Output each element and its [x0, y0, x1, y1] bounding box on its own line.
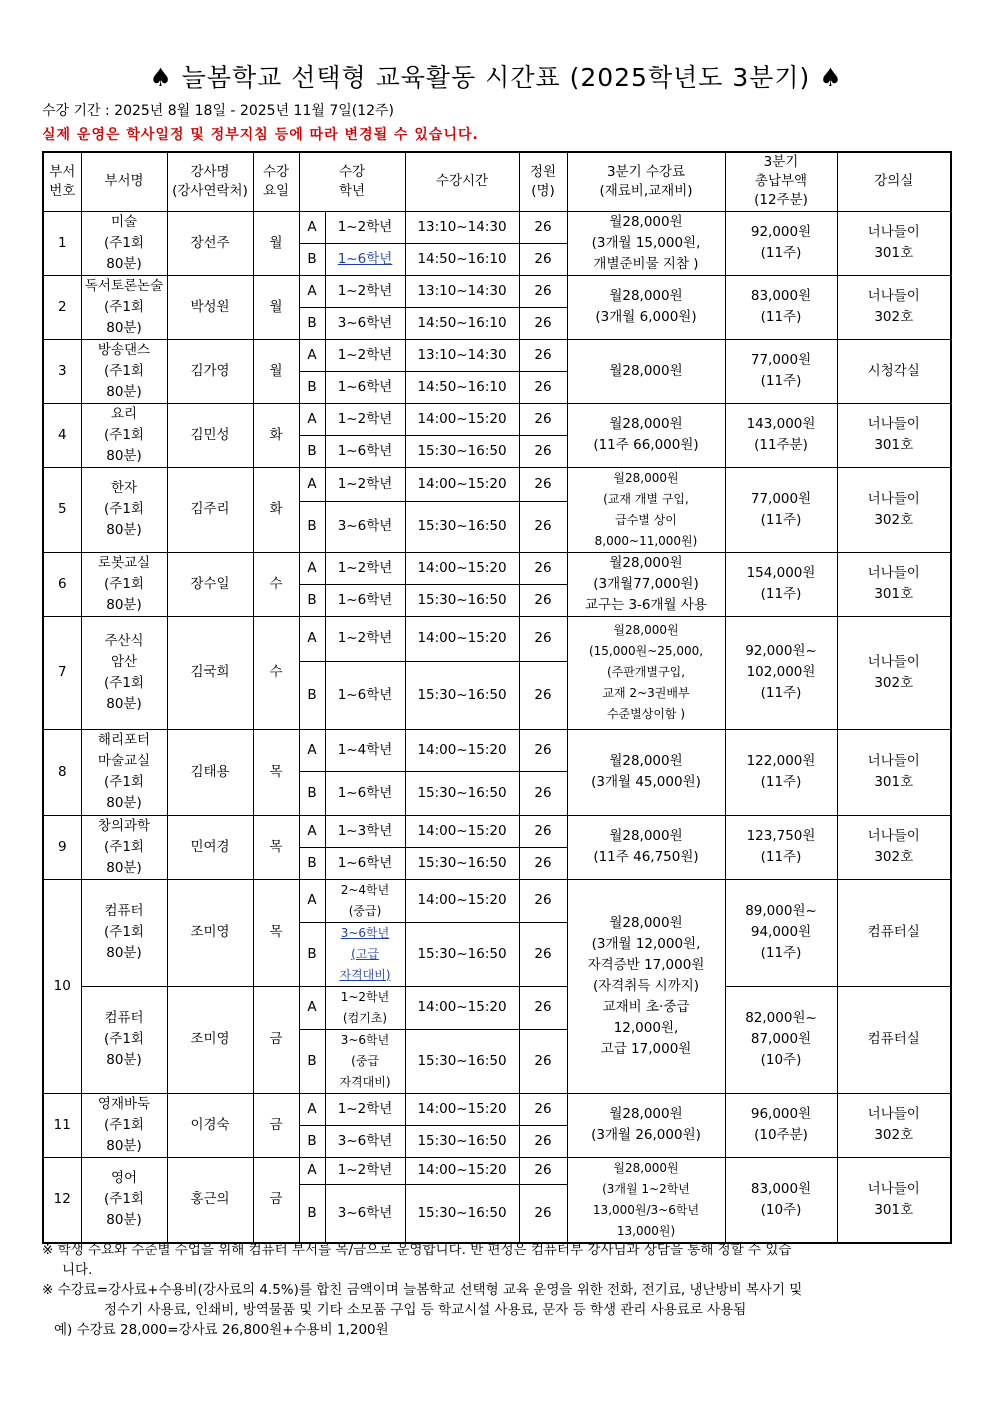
- class-label: B: [299, 371, 325, 403]
- table-row: [43, 552, 951, 584]
- dept-name: 해리포터 마술교실 (주1회 80분): [81, 729, 167, 815]
- class-label: B: [299, 847, 325, 879]
- class-capacity: 26: [519, 467, 567, 501]
- note-fee: ※ 수강료=강사료+수용비(강사료의 4.5%)를 합친 금액이며 늘봄학교 선택형 교육 운영을 위한 전화, 전기료, 냉난방비 복사기 및: [42, 1282, 803, 1298]
- class-grade: 1~6학년: [325, 661, 405, 729]
- fee-info: 월28,000원 (3개월 12,000원, 자격증반 17,000원 (자격취득 시까지) 교재비 초·중급 12,000원, 고급 17,000원: [567, 879, 725, 1093]
- class-grade: 1~2학년: [325, 339, 405, 371]
- dept-name: 독서토론논술 (주1회 80분): [81, 275, 167, 339]
- teacher-name: 김주리: [167, 467, 253, 552]
- schedule-table: [42, 151, 952, 1244]
- dept-name: 한자 (주1회 80분): [81, 467, 167, 552]
- teacher-name: 장선주: [167, 211, 253, 275]
- classroom: 너나들이 301호: [837, 1157, 951, 1243]
- classroom: 너나들이 302호: [837, 616, 951, 729]
- classroom: 시청각실: [837, 339, 951, 403]
- class-capacity: 26: [519, 1125, 567, 1157]
- total-fee: 92,000원 (11주): [725, 211, 837, 275]
- class-capacity: 26: [519, 371, 567, 403]
- class-capacity: 26: [519, 552, 567, 584]
- dept-no: 8: [43, 729, 81, 815]
- class-grade: 3~6학년: [325, 307, 405, 339]
- class-label: B: [299, 584, 325, 616]
- class-time: 14:50~16:10: [405, 307, 519, 339]
- fee-info: 월28,000원 (3개월 1~2학년 13,000원/3~6학년 13,000원): [567, 1157, 725, 1243]
- dept-name: 로봇교실 (주1회 80분): [81, 552, 167, 616]
- total-fee: 92,000원~ 102,000원 (11주): [725, 616, 837, 729]
- class-day: 목: [253, 815, 299, 879]
- class-time: 14:00~15:20: [405, 729, 519, 771]
- total-fee: 77,000원 (11주): [725, 467, 837, 552]
- class-grade: 1~4학년: [325, 729, 405, 771]
- header-dept: 부서명: [81, 152, 167, 211]
- fee-info: 월28,000원 (15,000원~25,000, (주판개별구입, 교재 2~3권배부 수준별상이함 ): [567, 616, 725, 729]
- class-grade: 1~6학년: [325, 243, 405, 275]
- class-capacity: 26: [519, 616, 567, 661]
- class-time: 15:30~16:50: [405, 1029, 519, 1093]
- class-time: 14:00~15:20: [405, 403, 519, 435]
- class-label: A: [299, 616, 325, 661]
- table-row: [43, 467, 951, 501]
- class-label: A: [299, 339, 325, 371]
- class-grade: 1~2학년: [325, 1157, 405, 1185]
- class-time: 15:30~16:50: [405, 771, 519, 815]
- classroom: 너나들이 301호: [837, 552, 951, 616]
- class-day: 목: [253, 879, 299, 986]
- class-label: A: [299, 879, 325, 922]
- class-capacity: 26: [519, 847, 567, 879]
- header-time: 수강시간: [405, 152, 519, 211]
- class-capacity: 26: [519, 729, 567, 771]
- class-time: 14:50~16:10: [405, 243, 519, 275]
- class-label: B: [299, 771, 325, 815]
- class-capacity: 26: [519, 815, 567, 847]
- class-day: 월: [253, 275, 299, 339]
- class-grade: 3~6학년 (중급 자격대비): [325, 1029, 405, 1093]
- class-capacity: 26: [519, 1093, 567, 1125]
- fee-info: 월28,000원 (3개월 45,000원): [567, 729, 725, 815]
- class-label: B: [299, 1185, 325, 1243]
- fee-info: 월28,000원: [567, 339, 725, 403]
- class-grade: 1~6학년: [325, 771, 405, 815]
- course-period: 수강 기간 : 2025년 8월 18일 - 2025년 11월 7일(12주): [42, 103, 395, 119]
- class-time: 14:00~15:20: [405, 986, 519, 1029]
- teacher-name: 민여경: [167, 815, 253, 879]
- class-capacity: 26: [519, 211, 567, 243]
- table-row: [43, 1157, 951, 1185]
- classroom: 너나들이 301호: [837, 403, 951, 467]
- class-capacity: 26: [519, 403, 567, 435]
- class-capacity: 26: [519, 1185, 567, 1243]
- dept-no: 6: [43, 552, 81, 616]
- note-fee-cont: 정수기 사용료, 인쇄비, 방역물품 및 기타 소모품 구입 등 학교시설 사용료, 문자 등 학생 관리 사용료로 사용됨: [104, 1302, 747, 1318]
- teacher-name: 조미영: [167, 986, 253, 1093]
- class-label: A: [299, 729, 325, 771]
- class-time: 15:30~16:50: [405, 1125, 519, 1157]
- class-grade: 2~4학년 (중급): [325, 879, 405, 922]
- class-grade: 1~6학년: [325, 584, 405, 616]
- teacher-name: 박성원: [167, 275, 253, 339]
- class-time: 15:30~16:50: [405, 501, 519, 552]
- class-capacity: 26: [519, 922, 567, 986]
- page-title: ♠ 늘봄학교 선택형 교육활동 시간표 (2025학년도 3분기) ♠: [149, 63, 843, 92]
- footnotes: [42, 1240, 954, 1340]
- class-time: 14:00~15:20: [405, 879, 519, 922]
- class-grade: 1~2학년 (컴기초): [325, 986, 405, 1029]
- class-label: A: [299, 211, 325, 243]
- table-row: [43, 986, 951, 1029]
- header-fee: 3분기 수강료 (재료비,교재비): [567, 152, 725, 211]
- class-capacity: 26: [519, 339, 567, 371]
- class-capacity: 26: [519, 661, 567, 729]
- teacher-name: 김태용: [167, 729, 253, 815]
- total-fee: 83,000원 (10주): [725, 1157, 837, 1243]
- class-time: 14:00~15:20: [405, 815, 519, 847]
- fee-info: 월28,000원 (3개월77,000원) 교구는 3-6개월 사용: [567, 552, 725, 616]
- table-row: [43, 403, 951, 435]
- dept-no: 3: [43, 339, 81, 403]
- class-label: B: [299, 435, 325, 467]
- classroom: 너나들이 301호: [837, 729, 951, 815]
- class-grade: 1~2학년: [325, 1093, 405, 1125]
- total-fee: 89,000원~ 94,000원 (11주): [725, 879, 837, 986]
- class-label: B: [299, 1125, 325, 1157]
- total-fee: 77,000원 (11주): [725, 339, 837, 403]
- classroom: 너나들이 302호: [837, 815, 951, 879]
- class-day: 목: [253, 729, 299, 815]
- change-notice: 실제 운영은 학사일정 및 정부지침 등에 따라 변경될 수 있습니다.: [42, 127, 479, 143]
- class-time: 14:00~15:20: [405, 467, 519, 501]
- header-day: 수강 요일: [253, 152, 299, 211]
- class-capacity: 26: [519, 584, 567, 616]
- teacher-name: 홍근의: [167, 1157, 253, 1243]
- header-capacity: 정원 (명): [519, 152, 567, 211]
- dept-name: 영어 (주1회 80분): [81, 1157, 167, 1243]
- classroom: 컴퓨터실: [837, 986, 951, 1093]
- class-grade: 3~6학년: [325, 1185, 405, 1243]
- class-grade: 3~6학년: [325, 1125, 405, 1157]
- class-grade: 1~2학년: [325, 211, 405, 243]
- dept-no: 2: [43, 275, 81, 339]
- teacher-name: 이경숙: [167, 1093, 253, 1157]
- class-time: 13:10~14:30: [405, 275, 519, 307]
- class-capacity: 26: [519, 986, 567, 1029]
- class-capacity: 26: [519, 243, 567, 275]
- class-time: 15:30~16:50: [405, 922, 519, 986]
- class-label: A: [299, 552, 325, 584]
- class-time: 15:30~16:50: [405, 847, 519, 879]
- dept-no: 9: [43, 815, 81, 879]
- table-row: [43, 211, 951, 243]
- class-grade: 1~3학년: [325, 815, 405, 847]
- class-day: 월: [253, 339, 299, 403]
- class-label: A: [299, 1157, 325, 1185]
- total-fee: 96,000원 (10주분): [725, 1093, 837, 1157]
- note-computer-cont: 니다.: [62, 1262, 93, 1278]
- header-no: 부서 번호: [43, 152, 81, 211]
- note-example: 예) 수강료 28,000=강사료 26,800원+수용비 1,200원: [54, 1322, 389, 1338]
- class-label: B: [299, 661, 325, 729]
- total-fee: 122,000원 (11주): [725, 729, 837, 815]
- note-computer: ※ 학생 수요와 수준별 수업을 위해 컴퓨터 부서를 목/금으로 운영합니다. 반 편성은 컴퓨터부 강사님과 상담을 통해 정할 수 있습: [42, 1242, 792, 1258]
- class-capacity: 26: [519, 1157, 567, 1185]
- classroom: 너나들이 302호: [837, 275, 951, 339]
- class-capacity: 26: [519, 1029, 567, 1093]
- class-time: 14:00~15:20: [405, 552, 519, 584]
- teacher-name: 장수일: [167, 552, 253, 616]
- class-capacity: 26: [519, 275, 567, 307]
- class-day: 수: [253, 552, 299, 616]
- class-day: 화: [253, 467, 299, 552]
- header-room: 강의실: [837, 152, 951, 211]
- class-day: 월: [253, 211, 299, 275]
- class-label: A: [299, 275, 325, 307]
- teacher-name: 김국희: [167, 616, 253, 729]
- dept-no: 10: [43, 879, 81, 1093]
- classroom: 너나들이 302호: [837, 1093, 951, 1157]
- table-row: [43, 879, 951, 922]
- teacher-name: 김민성: [167, 403, 253, 467]
- class-capacity: 26: [519, 879, 567, 922]
- class-label: B: [299, 1029, 325, 1093]
- class-time: 14:00~15:20: [405, 616, 519, 661]
- class-time: 13:10~14:30: [405, 211, 519, 243]
- class-grade: 1~6학년: [325, 371, 405, 403]
- dept-no: 4: [43, 403, 81, 467]
- class-grade: 1~6학년: [325, 435, 405, 467]
- fee-info: 월28,000원 (11주 66,000원): [567, 403, 725, 467]
- total-fee: 154,000원 (11주): [725, 552, 837, 616]
- class-time: 15:30~16:50: [405, 661, 519, 729]
- class-capacity: 26: [519, 435, 567, 467]
- dept-name: 영재바둑 (주1회 80분): [81, 1093, 167, 1157]
- class-label: B: [299, 307, 325, 339]
- fee-info: 월28,000원 (교재 개별 구입, 급수별 상이 8,000~11,000원): [567, 467, 725, 552]
- table-row: [43, 339, 951, 371]
- table-row: [43, 729, 951, 771]
- class-day: 금: [253, 986, 299, 1093]
- dept-name: 창의과학 (주1회 80분): [81, 815, 167, 879]
- dept-name: 컴퓨터 (주1회 80분): [81, 986, 167, 1093]
- class-grade: 1~2학년: [325, 275, 405, 307]
- total-fee: 83,000원 (11주): [725, 275, 837, 339]
- teacher-name: 조미영: [167, 879, 253, 986]
- classroom: 컴퓨터실: [837, 879, 951, 986]
- class-label: A: [299, 1093, 325, 1125]
- class-time: 13:10~14:30: [405, 339, 519, 371]
- dept-name: 컴퓨터 (주1회 80분): [81, 879, 167, 986]
- table-row: [43, 1093, 951, 1125]
- class-grade: 3~6학년 (고급 자격대비): [325, 922, 405, 986]
- header-row: [43, 152, 951, 211]
- class-time: 14:00~15:20: [405, 1093, 519, 1125]
- dept-no: 1: [43, 211, 81, 275]
- class-label: B: [299, 243, 325, 275]
- header-teacher: 강사명 (강사연락처): [167, 152, 253, 211]
- teacher-name: 김가영: [167, 339, 253, 403]
- class-day: 금: [253, 1093, 299, 1157]
- class-day: 화: [253, 403, 299, 467]
- classroom: 너나들이 302호: [837, 467, 951, 552]
- class-time: 14:50~16:10: [405, 371, 519, 403]
- fee-info: 월28,000원 (3개월 6,000원): [567, 275, 725, 339]
- header-grade: 수강 학년: [299, 152, 405, 211]
- class-label: B: [299, 922, 325, 986]
- class-label: A: [299, 403, 325, 435]
- class-label: A: [299, 467, 325, 501]
- fee-info: 월28,000원 (3개월 26,000원): [567, 1093, 725, 1157]
- fee-info: 월28,000원 (11주 46,750원): [567, 815, 725, 879]
- class-time: 15:30~16:50: [405, 1185, 519, 1243]
- header-total: 3분기 총납부액 (12주분): [725, 152, 837, 211]
- class-grade: 1~2학년: [325, 616, 405, 661]
- classroom: 너나들이 301호: [837, 211, 951, 275]
- dept-no: 7: [43, 616, 81, 729]
- dept-name: 주산식 암산 (주1회 80분): [81, 616, 167, 729]
- class-day: 금: [253, 1157, 299, 1243]
- class-grade: 1~6학년: [325, 847, 405, 879]
- class-capacity: 26: [519, 307, 567, 339]
- dept-no: 12: [43, 1157, 81, 1243]
- total-fee: 82,000원~ 87,000원 (10주): [725, 986, 837, 1093]
- class-time: 14:00~15:20: [405, 1157, 519, 1185]
- class-label: B: [299, 501, 325, 552]
- schedule-body: [43, 211, 951, 1243]
- class-grade: 1~2학년: [325, 467, 405, 501]
- class-day: 수: [253, 616, 299, 729]
- class-grade: 3~6학년: [325, 501, 405, 552]
- class-capacity: 26: [519, 771, 567, 815]
- total-fee: 123,750원 (11주): [725, 815, 837, 879]
- table-row: [43, 616, 951, 661]
- dept-no: 11: [43, 1093, 81, 1157]
- dept-name: 미술 (주1회 80분): [81, 211, 167, 275]
- dept-name: 요리 (주1회 80분): [81, 403, 167, 467]
- class-label: A: [299, 815, 325, 847]
- class-capacity: 26: [519, 501, 567, 552]
- dept-no: 5: [43, 467, 81, 552]
- fee-info: 월28,000원 (3개월 15,000원, 개별준비물 지참 ): [567, 211, 725, 275]
- table-row: [43, 815, 951, 847]
- class-label: A: [299, 986, 325, 1029]
- class-time: 15:30~16:50: [405, 584, 519, 616]
- dept-name: 방송댄스 (주1회 80분): [81, 339, 167, 403]
- total-fee: 143,000원 (11주분): [725, 403, 837, 467]
- class-grade: 1~2학년: [325, 552, 405, 584]
- class-grade: 1~2학년: [325, 403, 405, 435]
- table-row: [43, 275, 951, 307]
- class-time: 15:30~16:50: [405, 435, 519, 467]
